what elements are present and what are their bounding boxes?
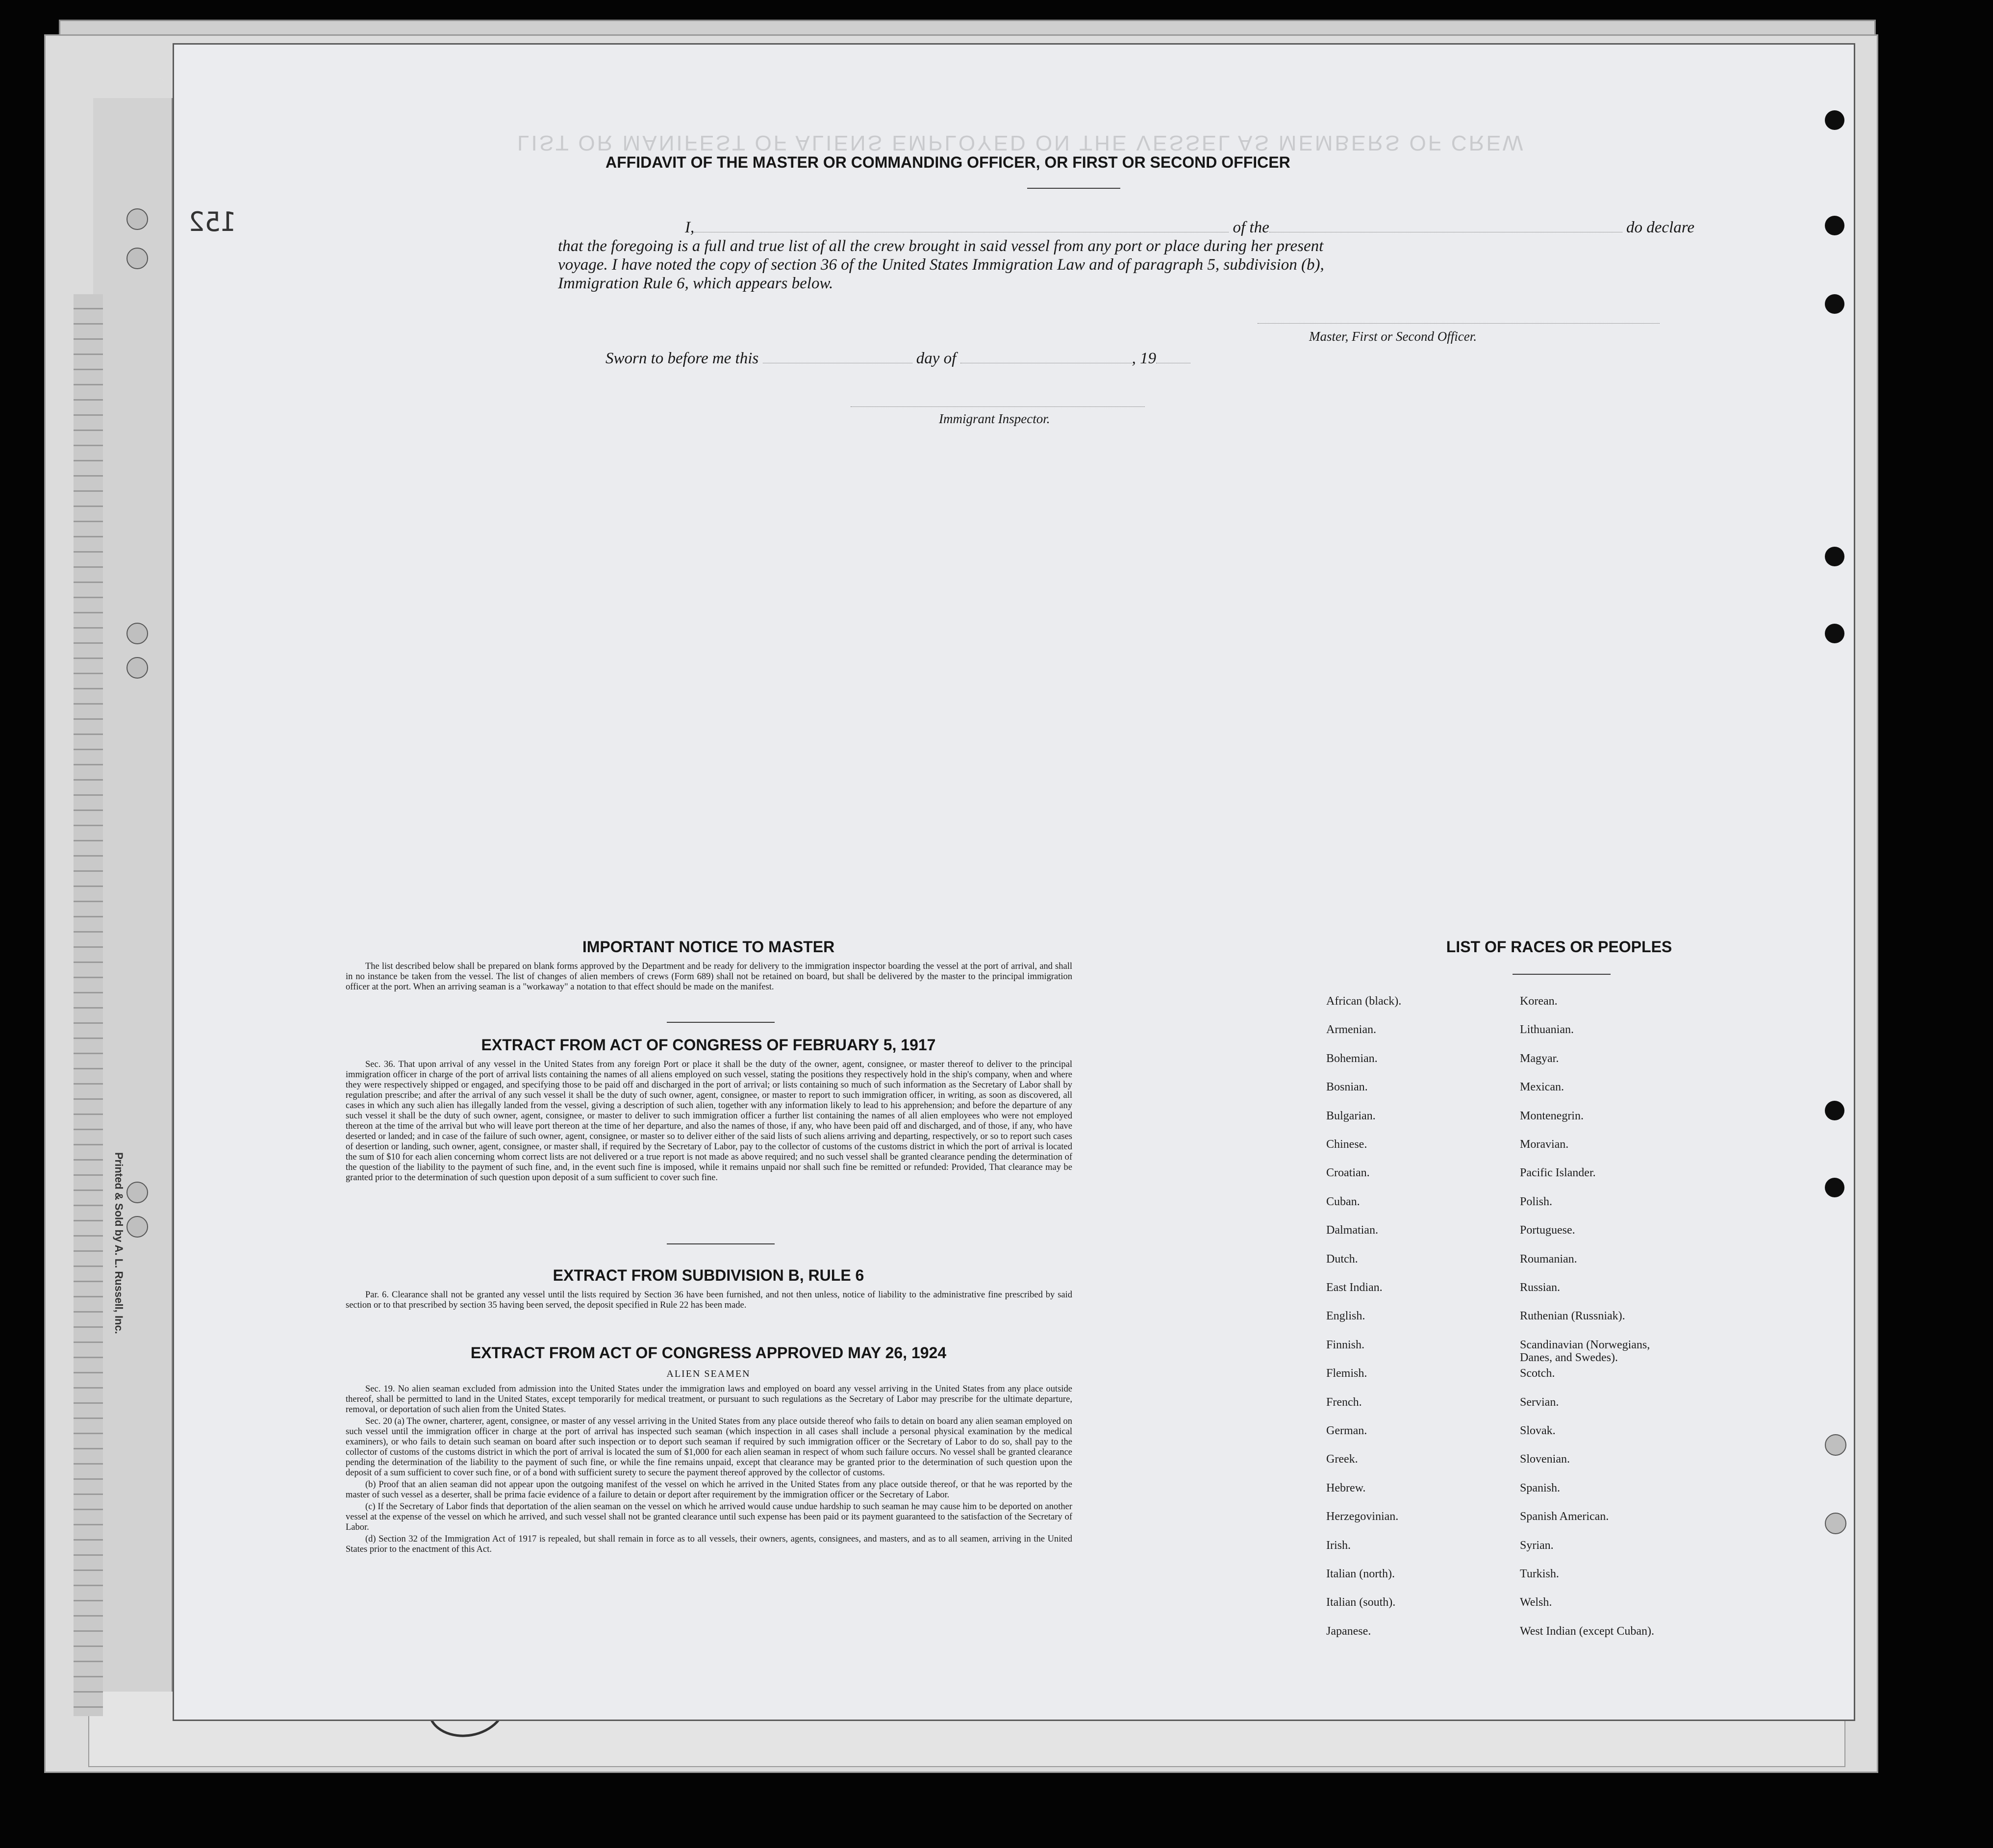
affidavit-title: AFFIDAVIT OF THE MASTER OR COMMANDING OFFICER, OR FIRST OR SECOND OFFICER xyxy=(605,153,1290,171)
sworn-label: Sworn to before me this xyxy=(605,350,759,367)
race-item: Bosnian. xyxy=(1326,1081,1368,1094)
extract-1917-text xyxy=(346,1060,1072,1185)
race-item: Moravian. xyxy=(1520,1138,1569,1151)
race-item: Croatian. xyxy=(1326,1166,1370,1180)
race-item: West Indian (except Cuban). xyxy=(1520,1624,1654,1638)
race-item: Montenegrin. xyxy=(1520,1109,1584,1122)
race-item: English. xyxy=(1326,1310,1365,1323)
race-item: Finnish. xyxy=(1326,1338,1365,1351)
inspector-caption: Immigrant Inspector. xyxy=(939,411,1050,426)
race-item: Italian (north). xyxy=(1326,1568,1395,1580)
race-item: Herzegovinian. xyxy=(1326,1510,1399,1523)
race-item: Spanish. xyxy=(1520,1481,1561,1494)
margin-number: 152 xyxy=(189,206,237,237)
race-item: Portuguese. xyxy=(1520,1224,1575,1237)
race-item: Hebrew. xyxy=(1326,1481,1366,1494)
section-36-paragraph: Sec. 36. That upon arrival of any vessel in the United States from any foreign Port or place it shall be the duty of the owner, agent, consignee, or master thereof to deliver to the principal immigration officer in charge of the port of arrival lists containing the names of all aliens employed on such vessel, stating the positions they respectively hold in the ship's company, when and where they were respectively shipped or engaged, and specifying those to be paid off and discharged in the port of arrival; or lists containing so much of such information as the Secretary of Labor shall by regulation prescribe; and after the arrival of any such vessel it shall be the duty of such owner, agent, consignee, or master to report to such immigration officer, in writing, as soon as discovered, all cases in which any such alien has illegally landed from the vessel, giving a description of such alien, together with any information likely to lead to his apprehension; and before the departure of any such vessel it shall be the duty of such owner, agent, consignee, or master to deliver to such immigration officer a further list containing the names of all alien employees who were not employed thereon at the time of the arrival but who will leave port thereon at the time of her departure, and also the names of those, if any, who have been paid off and discharged, and of those, if any, who have deserted or landed; and in case of the failure of such owner, agent, consignee, or master so to deliver either of the said lists of such aliens arriving and departing, respectively, or so to report such cases of desertion or landing, such owner, agent, consignee, or master shall, if required by the Secretary of Labor, pay to the collector of customs of the customs district in which the port of arrival is located the sum of $10 for each alien concerning whom correct lists are not delivered or a true report is not made as above required; and no such vessel shall be granted clearance pending the determination of the question of the liability to the payment of such fine, and, in the event such fine is imposed, while it remains unpaid nor shall such fine be remitted or refunded: Provided, That clearance may be granted prior to the determination of such question upon deposit of a sum sufficient to cover such fine. xyxy=(346,1060,1072,1183)
binder-hole-right xyxy=(1825,1513,1846,1534)
sec-19-paragraph: Sec. 19. No alien seaman excluded from admission into the United States under the immigration laws and employed on board any vessel arriving in the United States from any place outside thereof, shall be permitted to land in the United States, except temporarily for medical treatment, or pursuant to such regulations as the Secretary of Labor may prescribe for the ultimate departure, removal, or deportation of such alien from the United States. xyxy=(346,1384,1072,1415)
race-item: French. xyxy=(1326,1395,1362,1409)
race-item: Pacific Islander. xyxy=(1520,1166,1596,1180)
race-item: Magyar. xyxy=(1520,1052,1559,1065)
binder-hole-right xyxy=(1825,547,1844,566)
printer-credit: Printed & Sold by A. L. Russell, Inc. xyxy=(113,1152,125,1334)
race-item: East Indian. xyxy=(1326,1281,1383,1294)
binder-hole-left xyxy=(126,248,148,269)
binder-hole-right xyxy=(1825,624,1844,643)
i-label: I, xyxy=(685,219,695,236)
divider xyxy=(1027,188,1120,189)
race-item: Dutch. xyxy=(1326,1252,1358,1266)
binder-hole-left xyxy=(126,208,148,230)
sec-20b-paragraph: (b) Proof that an alien seaman did not appear upon the outgoing manifest of the vessel on which he arrived in the United States from any place outside thereof, or that he was reported by the master of such vessel as a deserter, shall be prima facie evidence of a failure to detain or deport after requirement by the immigration officer or the Secretary of Labor. xyxy=(346,1480,1072,1500)
race-item: Mexican. xyxy=(1520,1081,1564,1094)
race-item: African (black). xyxy=(1326,995,1402,1008)
of-the-label: of the xyxy=(1233,219,1269,236)
extract-1924-text xyxy=(346,1384,1072,1556)
race-item: Roumanian. xyxy=(1520,1252,1577,1266)
sec-20d-paragraph: (d) Section 32 of the Immigration Act of 1917 is repealed, but shall remain in force as to all vessels, their owners, agents, consignees, and masters, and as to all seamen, arriving in the United States prior to the enactment of this Act. xyxy=(346,1534,1072,1554)
extract-1924-title: EXTRACT FROM ACT OF CONGRESS APPROVED MAY 26, 1924 xyxy=(470,1344,947,1362)
race-item: Dalmatian. xyxy=(1326,1224,1378,1237)
do-declare-label: do declare xyxy=(1626,219,1694,236)
race-item: Slovenian. xyxy=(1520,1453,1570,1466)
race-item: Korean. xyxy=(1520,995,1558,1008)
master-signature-caption: Master, First or Second Officer. xyxy=(1309,329,1477,344)
race-item: Slovak. xyxy=(1520,1424,1556,1437)
binder-hole-right xyxy=(1825,294,1844,314)
binder-hole-left xyxy=(126,623,148,644)
binder-hole-left xyxy=(126,657,148,679)
manifest-back-sheet xyxy=(173,43,1855,1721)
extract-rule6-title: EXTRACT FROM SUBDIVISION B, RULE 6 xyxy=(553,1266,864,1284)
sec-20c-paragraph: (c) If the Secretary of Labor finds that deportation of the alien seaman on the vessel on which he arrived would cause undue hardship to such seaman he may cause him to be deported on another vessel at the expense of the vessel on which he arrived, and such vessel shall not be granted clearance until such expense has been paid or its payment guaranteed to the satisfaction of the Secretary of Labor. xyxy=(346,1502,1072,1532)
binder-hole-right xyxy=(1825,216,1844,235)
race-item: Lithuanian. xyxy=(1520,1023,1574,1037)
affidavit-line-4: Immigration Rule 6, which appears below. xyxy=(558,275,833,292)
race-item: Flemish. xyxy=(1326,1367,1367,1380)
divider xyxy=(1513,974,1611,975)
inspector-signature-line xyxy=(851,406,1145,407)
race-item: Russian. xyxy=(1520,1281,1561,1294)
day-of-label: day of xyxy=(916,350,957,367)
race-item: Turkish. xyxy=(1520,1568,1559,1580)
race-item: Scotch. xyxy=(1520,1367,1555,1380)
race-item: Welsh. xyxy=(1520,1596,1552,1609)
race-item: Polish. xyxy=(1520,1195,1553,1208)
race-item: Syrian. xyxy=(1520,1539,1554,1552)
master-signature-line xyxy=(1258,323,1660,324)
alien-seamen-subtitle: ALIEN SEAMEN xyxy=(666,1368,751,1379)
race-item: Bulgarian. xyxy=(1326,1109,1376,1122)
race-item: Armenian. xyxy=(1326,1023,1376,1037)
race-item: Cuban. xyxy=(1326,1195,1360,1208)
binder-hole-left xyxy=(126,1182,148,1203)
notice-title: IMPORTANT NOTICE TO MASTER xyxy=(582,938,835,956)
race-item: Irish. xyxy=(1326,1539,1351,1552)
affidavit-line-1 xyxy=(685,219,1694,237)
notice-text xyxy=(346,962,1072,994)
affidavit-line-3: voyage. I have noted the copy of section 36 of the United States Immigration Law and of paragraph 5, subdivision (b), xyxy=(558,256,1324,274)
sec-20a-paragraph: Sec. 20 (a) The owner, charterer, agent, consignee, or master of any vessel arriving in the United States from any place outside thereof who fails to detain on board any alien seaman employed on such vessel until the immigration officer in charge at the port of arrival has inspected such seaman (which inspection in all cases shall include a personal physical examination by the medical examiners), or who fails to detain such seaman on board after such inspection or to deport such seaman if required by such immigration officer or the Secretary of Labor to do so, shall pay to the collector of customs of the customs district in which the port of arrival is located the sum of $1,000 for each alien seaman in respect of whom such failure occurs. No vessel shall be granted clearance pending the determination of the liability to the payment of such fine, or while the fine remains unpaid, except that clearance may be granted prior to the determination of such question upon the deposit of a sum sufficient to cover such fine, or of a bond with sufficient surety to secure the payment thereof approved by the collector of customs. xyxy=(346,1417,1072,1478)
race-item: Italian (south). xyxy=(1326,1596,1396,1609)
corner-mark: U. S. xyxy=(147,75,167,84)
race-item: Japanese. xyxy=(1326,1624,1371,1638)
race-item: Ruthenian (Russniak). xyxy=(1520,1310,1625,1323)
binder-hole-right xyxy=(1825,1178,1844,1197)
race-item: Bohemian. xyxy=(1326,1052,1378,1065)
race-item: German. xyxy=(1326,1424,1367,1437)
affidavit-line-2: that the foregoing is a full and true list of all the crew brought in said vessel from any port or place during her present xyxy=(558,237,1324,255)
extract-rule6-text xyxy=(346,1290,1072,1312)
sworn-line xyxy=(605,350,1190,368)
divider xyxy=(667,1022,775,1023)
binder-hole-right xyxy=(1825,1101,1844,1120)
rule-6-paragraph: Par. 6. Clearance shall not be granted any vessel until the lists required by Section 36 have been furnished, and not then unless, notice of liability to the administrative fine prescribed by said section or to that prescribed by section 35 having been served, the deposit specified in Rule 22 has been made. xyxy=(346,1290,1072,1310)
race-item: Chinese. xyxy=(1326,1138,1367,1151)
binder-hole-left xyxy=(126,1216,148,1238)
race-item: Scandinavian (Norwegians, Danes, and Swedes). xyxy=(1520,1338,1650,1364)
binder-hole-right xyxy=(1825,1434,1846,1456)
extract-1917-title: EXTRACT FROM ACT OF CONGRESS OF FEBRUARY 5, 1917 xyxy=(481,1036,936,1054)
race-item: Servian. xyxy=(1520,1395,1559,1409)
side-strip xyxy=(93,98,173,1692)
race-item: Spanish American. xyxy=(1520,1510,1609,1523)
race-item: Greek. xyxy=(1326,1453,1358,1466)
races-title: LIST OF RACES OR PEOPLES xyxy=(1446,938,1672,956)
side-strip-ruling xyxy=(74,294,103,1716)
divider xyxy=(667,1243,775,1244)
year-label: , 19 xyxy=(1132,350,1157,367)
binder-hole-right xyxy=(1825,110,1844,130)
bleed-through-heading: LIST OR MANIFEST OF ALIENS EMPLOYED ON THE VESSEL AS MEMBERS OF CREW xyxy=(517,131,1525,155)
notice-paragraph: The list described below shall be prepared on blank forms approved by the Department and be ready for delivery to the immigration inspector boarding the vessel at the port of arrival, and shall in no instance be taken from the vessel. The list of changes of alien members of crews (Form 689) shall not be retained on board, but shall be delivered by the master to the principal immigration officer at the port. When an arriving seaman is a "workaway" a notation to that effect should be made on the manifest. xyxy=(346,962,1072,992)
